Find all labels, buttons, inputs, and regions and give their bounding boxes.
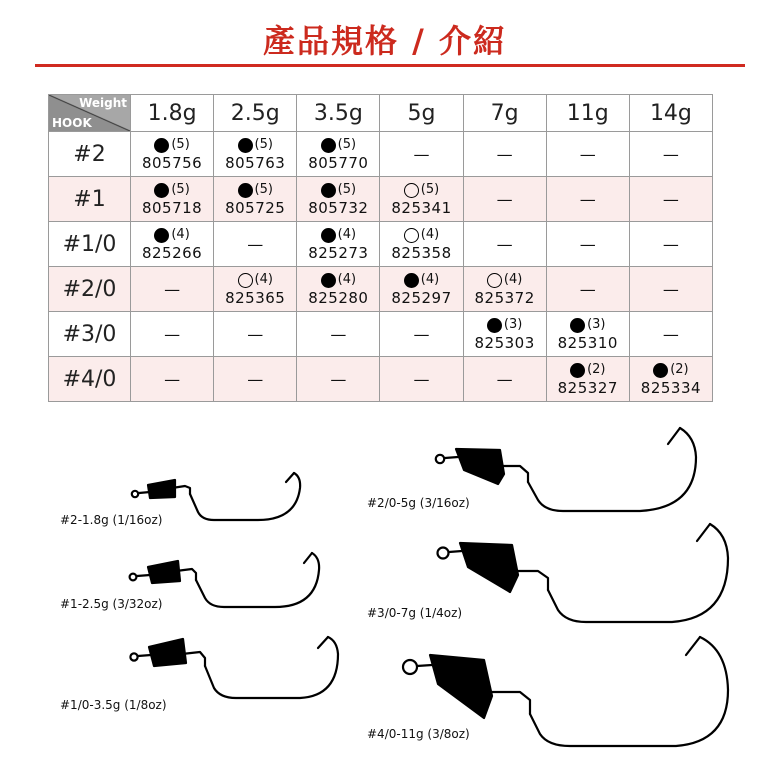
- not-available-dash: —: [496, 369, 513, 389]
- table-cell: [131, 312, 214, 357]
- solid-circle-icon: [238, 183, 253, 198]
- table-cell: [297, 222, 380, 267]
- not-available-dash: —: [164, 369, 181, 389]
- table-cell: [380, 177, 463, 222]
- weight-header: 5g: [380, 95, 463, 132]
- caption-hook-2-0: #2/0-5g (3/16oz): [367, 496, 470, 510]
- not-available-dash: —: [247, 324, 264, 344]
- table-row: [49, 267, 713, 312]
- pack-quantity: (4): [420, 272, 440, 287]
- table-cell: [463, 267, 546, 312]
- solid-circle-icon: [321, 138, 336, 153]
- spec-table: [48, 94, 713, 402]
- table-cell: [380, 312, 463, 357]
- table-cell: [629, 312, 712, 357]
- product-code: 805718: [141, 199, 203, 217]
- table-cell: [546, 357, 629, 402]
- not-available-dash: —: [247, 234, 264, 254]
- product-code: 825372: [474, 289, 535, 307]
- page-title: 產品規格 / 介紹: [263, 22, 507, 60]
- pack-quantity: (5): [337, 137, 357, 152]
- hook-size-label: #1: [49, 177, 131, 222]
- table-row: [49, 132, 713, 177]
- hook-axis-label: HOOK: [52, 116, 92, 130]
- product-code: 825327: [557, 379, 618, 397]
- solid-circle-icon: [404, 273, 419, 288]
- table-cell: [463, 132, 546, 177]
- product-code: 825273: [308, 244, 369, 262]
- table-cell: [214, 132, 297, 177]
- table-cell: [463, 177, 546, 222]
- weight-header: 3.5g: [297, 95, 380, 132]
- table-cell: [380, 267, 463, 312]
- table-cell: [463, 312, 546, 357]
- caption-hook-1: #1-2.5g (3/32oz): [60, 597, 163, 611]
- not-available-dash: —: [496, 234, 513, 254]
- pack-quantity: (4): [503, 272, 523, 287]
- table-cell: [380, 357, 463, 402]
- solid-circle-icon: [570, 363, 585, 378]
- solid-circle-icon: [154, 138, 169, 153]
- product-code: 825334: [640, 379, 702, 397]
- pack-quantity: (5): [254, 137, 273, 152]
- product-code: 805732: [308, 199, 369, 217]
- not-available-dash: —: [496, 189, 513, 209]
- table-cell: [131, 132, 214, 177]
- table-header-row: [49, 95, 713, 132]
- table-cell: [297, 312, 380, 357]
- hook-size-label: #4/0: [49, 357, 131, 402]
- jig-head-2-0-illustration: [436, 428, 696, 511]
- product-code: 825341: [391, 199, 452, 217]
- weight-header: 1.8g: [131, 95, 214, 132]
- table-cell: [546, 267, 629, 312]
- table-row: [49, 312, 713, 357]
- table-cell: [214, 312, 297, 357]
- table-cell: [297, 267, 380, 312]
- not-available-dash: —: [330, 324, 347, 344]
- not-available-dash: —: [662, 324, 679, 344]
- product-code: 825303: [474, 334, 535, 352]
- caption-hook-1-0: #1/0-3.5g (1/8oz): [60, 698, 167, 712]
- not-available-dash: —: [662, 234, 679, 254]
- corner-header: [49, 95, 131, 132]
- table-cell: [629, 177, 712, 222]
- table-row: [49, 357, 713, 402]
- jig-head-3-0-illustration: [438, 524, 729, 622]
- solid-circle-icon: [487, 318, 502, 333]
- table-cell: [214, 267, 297, 312]
- weight-header: 7g: [463, 95, 546, 132]
- solid-circle-icon: [154, 183, 169, 198]
- table-cell: [463, 357, 546, 402]
- open-circle-icon: [487, 273, 502, 288]
- open-circle-icon: [238, 273, 253, 288]
- solid-circle-icon: [321, 183, 336, 198]
- pack-quantity: (4): [420, 227, 440, 242]
- solid-circle-icon: [570, 318, 585, 333]
- not-available-dash: —: [164, 279, 181, 299]
- weight-header: 2.5g: [214, 95, 297, 132]
- not-available-dash: —: [330, 369, 347, 389]
- not-available-dash: —: [579, 189, 596, 209]
- hook-size-label: #3/0: [49, 312, 131, 357]
- not-available-dash: —: [579, 144, 596, 164]
- table-cell: [380, 132, 463, 177]
- not-available-dash: —: [164, 324, 181, 344]
- product-code: 825280: [308, 289, 369, 307]
- not-available-dash: —: [579, 234, 596, 254]
- product-code: 825365: [225, 289, 286, 307]
- hook-size-label: #2: [49, 132, 131, 177]
- pack-quantity: (5): [171, 137, 190, 152]
- not-available-dash: —: [413, 144, 430, 164]
- table-cell: [380, 222, 463, 267]
- table-cell: [214, 222, 297, 267]
- product-code: 805763: [225, 154, 286, 172]
- solid-circle-icon: [154, 228, 169, 243]
- not-available-dash: —: [496, 144, 513, 164]
- table-row: [49, 177, 713, 222]
- table-cell: [546, 222, 629, 267]
- table-cell: [297, 357, 380, 402]
- pack-quantity: (2): [587, 362, 606, 377]
- pack-quantity: (5): [420, 182, 440, 197]
- product-code: 805756: [141, 154, 203, 172]
- not-available-dash: —: [413, 324, 430, 344]
- solid-circle-icon: [238, 138, 253, 153]
- table-cell: [297, 132, 380, 177]
- weight-axis-label: Weight: [79, 96, 127, 110]
- table-cell: [546, 177, 629, 222]
- table-cell: [546, 132, 629, 177]
- hook-size-label: #2/0: [49, 267, 131, 312]
- table-cell: [214, 357, 297, 402]
- table-cell: [546, 312, 629, 357]
- weight-header: 14g: [629, 95, 712, 132]
- pack-quantity: (4): [337, 272, 357, 287]
- open-circle-icon: [404, 183, 419, 198]
- jig-head-1-0-illustration: [130, 637, 338, 698]
- table-cell: [131, 357, 214, 402]
- table-cell: [297, 177, 380, 222]
- product-code: 825297: [391, 289, 452, 307]
- table-cell: [131, 177, 214, 222]
- product-code: 805725: [225, 199, 286, 217]
- not-available-dash: —: [247, 369, 264, 389]
- pack-quantity: (3): [587, 317, 606, 332]
- table-cell: [131, 222, 214, 267]
- caption-hook-2: #2-1.8g (1/16oz): [60, 513, 163, 527]
- pack-quantity: (2): [670, 362, 689, 377]
- not-available-dash: —: [579, 279, 596, 299]
- table-cell: [629, 132, 712, 177]
- table-cell: [629, 222, 712, 267]
- table-cell: [629, 357, 712, 402]
- not-available-dash: —: [662, 189, 679, 209]
- caption-hook-4-0: #4/0-11g (3/8oz): [367, 727, 470, 741]
- not-available-dash: —: [413, 369, 430, 389]
- pack-quantity: (5): [254, 182, 273, 197]
- caption-hook-3-0: #3/0-7g (1/4oz): [367, 606, 463, 620]
- pack-quantity: (5): [171, 182, 190, 197]
- not-available-dash: —: [662, 279, 679, 299]
- pack-quantity: (5): [337, 182, 357, 197]
- product-code: 825266: [141, 244, 203, 262]
- pack-quantity: (4): [337, 227, 357, 242]
- solid-circle-icon: [321, 228, 336, 243]
- title-divider: [35, 64, 745, 67]
- table-row: [49, 222, 713, 267]
- product-code: 825310: [557, 334, 618, 352]
- pack-quantity: (4): [254, 272, 273, 287]
- pack-quantity: (4): [171, 227, 190, 242]
- table-cell: [214, 177, 297, 222]
- product-code: 805770: [308, 154, 369, 172]
- product-code: 825358: [391, 244, 452, 262]
- hook-size-label: #1/0: [49, 222, 131, 267]
- open-circle-icon: [404, 228, 419, 243]
- solid-circle-icon: [321, 273, 336, 288]
- weight-header: 11g: [546, 95, 629, 132]
- solid-circle-icon: [653, 363, 668, 378]
- table-cell: [463, 222, 546, 267]
- pack-quantity: (3): [503, 317, 523, 332]
- not-available-dash: —: [662, 144, 679, 164]
- table-cell: [131, 267, 214, 312]
- table-cell: [629, 267, 712, 312]
